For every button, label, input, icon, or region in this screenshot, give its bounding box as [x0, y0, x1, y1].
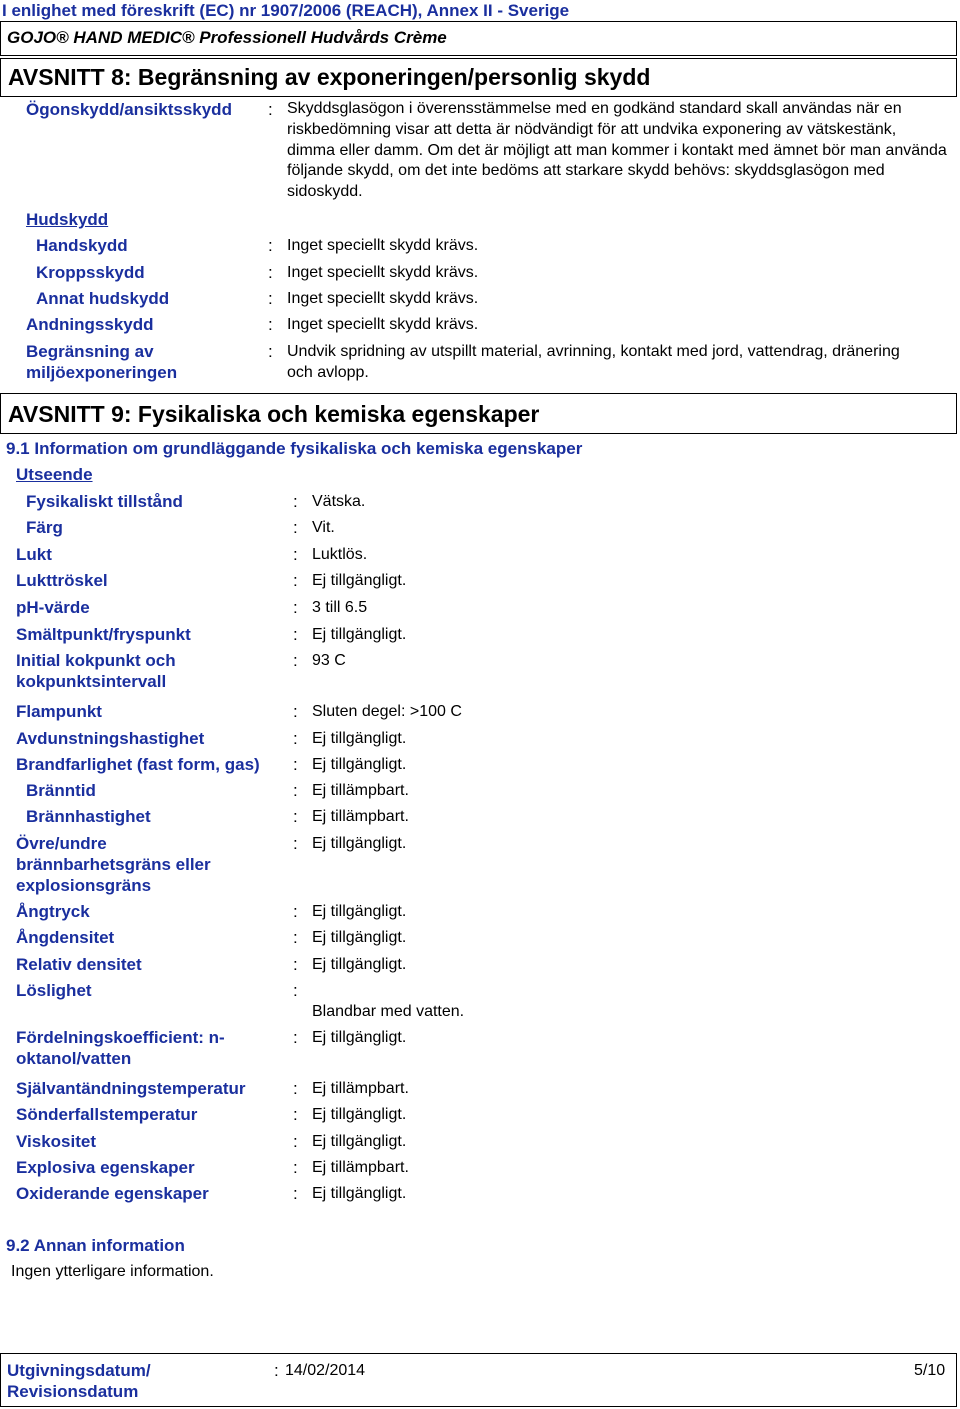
property-label: Smältpunkt/fryspunkt: [16, 625, 191, 644]
property-label: pH-värde: [16, 598, 90, 617]
colon: :: [293, 651, 298, 670]
property-value: Ej tillgängligt.: [312, 835, 407, 852]
section8-title: AVSNITT 8: Begränsning av exponeringen/personlig skydd: [8, 64, 651, 90]
property-label: Färg: [26, 518, 63, 537]
property-label: Oxiderande egenskaper: [16, 1184, 209, 1203]
property-label: Bränntid: [26, 781, 96, 800]
colon: :: [293, 729, 298, 748]
property-value: Blandbar med vatten.: [312, 1003, 465, 1020]
property-value: Ej tillgängligt.: [312, 1133, 407, 1150]
property-label: Lukttröskel: [16, 571, 108, 590]
colon: :: [293, 781, 298, 800]
property-value: Ej tillgängligt.: [312, 756, 407, 773]
property-value: Ej tillgängligt.: [312, 1029, 407, 1046]
property-value: Luktlös.: [312, 546, 368, 563]
eye-protection-label: Ögonskydd/ansiktsskydd: [26, 100, 232, 119]
property-value: Ej tillgängligt.: [312, 1106, 407, 1123]
colon: :: [293, 518, 298, 537]
footer-revision-date-label: Revisionsdatum: [7, 1382, 139, 1401]
property-value: Sluten degel: >100 C: [312, 703, 462, 720]
colon: :: [268, 315, 273, 334]
property-value: Ej tillämpbart.: [312, 808, 409, 825]
colon: :: [268, 342, 273, 361]
property-value: 3 till 6.5: [312, 599, 368, 616]
property-label: Ångtryck: [16, 902, 90, 921]
body-protection-label: Kroppsskydd: [36, 263, 145, 282]
property-label: Löslighet: [16, 981, 92, 1000]
colon: :: [293, 598, 298, 617]
colon: :: [293, 955, 298, 974]
product-name: GOJO® HAND MEDIC® Professionell Hudvårds Crème: [7, 28, 447, 47]
colon: :: [293, 755, 298, 774]
hand-protection-label: Handskydd: [36, 236, 128, 255]
property-label: Initial kokpunkt och kokpunktsintervall: [16, 651, 176, 691]
colon: :: [293, 625, 298, 644]
hand-protection-value: Inget speciellt skydd krävs.: [287, 237, 479, 254]
colon: :: [293, 1079, 298, 1098]
respiratory-protection-value: Inget speciellt skydd krävs.: [287, 316, 479, 333]
colon: :: [268, 289, 273, 308]
colon: :: [293, 492, 298, 511]
colon: :: [293, 834, 298, 853]
footer-issue-date-label: Utgivningsdatum/: [7, 1361, 151, 1380]
property-value: Ej tillämpbart.: [312, 1080, 409, 1097]
property-value: Ej tillgängligt.: [312, 1185, 407, 1202]
product-name-box: [0, 21, 957, 56]
environmental-exposure-label-line2: miljöexponeringen: [26, 363, 178, 382]
colon: :: [293, 1184, 298, 1203]
colon: :: [268, 263, 273, 282]
property-value: Ej tillgängligt.: [312, 929, 407, 946]
property-value: 93 C: [312, 652, 346, 669]
property-value: Ej tillgängligt.: [312, 956, 407, 973]
property-label: Ångdensitet: [16, 928, 115, 947]
property-value: Vit.: [312, 519, 335, 536]
property-value: Ej tillämpbart.: [312, 1159, 409, 1176]
property-value: Ej tillgängligt.: [312, 626, 407, 643]
environmental-exposure-label-line1: Begränsning av: [26, 342, 154, 361]
property-label: Explosiva egenskaper: [16, 1158, 195, 1177]
property-label: Brandfarlighet (fast form, gas): [16, 755, 260, 774]
body-protection-value: Inget speciellt skydd krävs.: [287, 264, 479, 281]
other-info-text: Ingen ytterligare information.: [11, 1263, 214, 1280]
colon: :: [293, 571, 298, 590]
section9-1-heading: 9.1 Information om grundläggande fysikaliska och kemiska egenskaper: [6, 439, 583, 458]
colon: :: [268, 100, 273, 119]
colon: :: [293, 902, 298, 921]
property-label: Fysikaliskt tillstånd: [26, 492, 183, 511]
section9-title: AVSNITT 9: Fysikaliska och kemiska egenskaper: [8, 401, 540, 427]
property-label: Sönderfallstemperatur: [16, 1105, 198, 1124]
other-skin-protection-value: Inget speciellt skydd krävs.: [287, 290, 479, 307]
footer-date: 14/02/2014: [285, 1362, 366, 1379]
property-label: Relativ densitet: [16, 955, 142, 974]
property-label: Fördelningskoefficient: n-oktanol/vatten: [16, 1028, 225, 1068]
skin-protection-heading: Hudskydd: [26, 210, 109, 229]
appearance-heading: Utseende: [16, 465, 93, 484]
colon: :: [293, 807, 298, 826]
property-value: Vätska.: [312, 493, 366, 510]
colon: :: [293, 545, 298, 564]
colon: :: [293, 1158, 298, 1177]
property-label: Avdunstningshastighet: [16, 729, 205, 748]
section9-heading: [0, 393, 957, 434]
colon: :: [293, 981, 298, 1000]
property-label: Brännhastighet: [26, 807, 151, 826]
environmental-exposure-value: Undvik spridning av utspillt material, avrinning, kontakt med jord, vattendrag, dränering och avlopp.: [287, 343, 900, 381]
property-label: Övre/undre brännbarhetsgräns eller explosionsgräns: [16, 834, 211, 895]
property-value: Ej tillgängligt.: [312, 572, 407, 589]
colon: :: [293, 1132, 298, 1151]
regulation-text: I enlighet med föreskrift (EC) nr 1907/2006 (REACH), Annex II - Sverige: [2, 1, 570, 20]
colon: :: [293, 1028, 298, 1047]
colon: :: [274, 1361, 279, 1380]
regulation-header: [0, 0, 960, 22]
respiratory-protection-label: Andningsskydd: [26, 315, 154, 334]
colon: :: [293, 928, 298, 947]
eye-protection-value: Skyddsglasögon i överensstämmelse med en godkänd standard skall användas när en riskbedömning visar att detta är nödvändigt för att undvika exponering av vätskestänk, dimma eller damm. Om det är möjligt att man kommer i kontakt med ämnet bör man använda följande skydd, om det inte bedöms att starkare skydd behövs: skyddsglasögon med sidoskydd.: [287, 100, 947, 201]
colon: :: [268, 236, 273, 255]
property-value: Ej tillgängligt.: [312, 730, 407, 747]
property-label: Flampunkt: [16, 702, 102, 721]
property-value: Ej tillämpbart.: [312, 782, 409, 799]
colon: :: [293, 702, 298, 721]
colon: :: [293, 1105, 298, 1124]
footer-box: [0, 1353, 957, 1407]
property-value: Ej tillgängligt.: [312, 903, 407, 920]
property-label: Självantändningstemperatur: [16, 1079, 246, 1098]
section8-heading: [0, 58, 957, 97]
section9-2-heading: 9.2 Annan information: [6, 1236, 185, 1255]
other-skin-protection-label: Annat hudskydd: [36, 289, 170, 308]
page-number: 5/10: [914, 1362, 946, 1379]
property-label: Lukt: [16, 545, 52, 564]
property-label: Viskositet: [16, 1132, 97, 1151]
